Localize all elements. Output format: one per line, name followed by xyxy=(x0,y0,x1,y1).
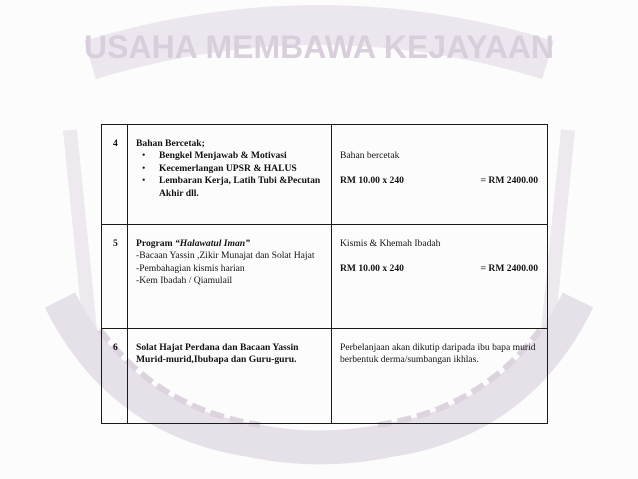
cost-cell xyxy=(332,225,548,329)
row-number-cell: 6 xyxy=(102,329,128,424)
item-cell xyxy=(128,329,332,424)
bullet-icon: • xyxy=(142,150,146,162)
table-row xyxy=(102,125,548,225)
row-number-cell: 5 xyxy=(102,225,128,329)
table-row xyxy=(102,329,548,424)
activity-cost-table xyxy=(101,124,548,424)
cost-label: Kismis & Khemah Ibadah xyxy=(340,238,441,249)
item-title: Bahan Bercetak; xyxy=(136,138,205,149)
cost-total: = RM 2400.00 xyxy=(480,263,538,275)
cost-cell xyxy=(332,125,548,225)
list-item: • Bengkel Menjawab & Motivasi xyxy=(142,150,287,162)
cost-cell xyxy=(332,329,548,424)
cost-calculation xyxy=(340,175,541,187)
item-cell xyxy=(128,225,332,329)
list-item: • Kecemerlangan UPSR & HALUS xyxy=(142,162,297,174)
cost-note: Perbelanjaan akan dikutip daripada ibu bapa murid berbentuk derma/sumbangan ikhlas. xyxy=(340,342,536,366)
item-line: -Pembahagian kismis harian xyxy=(136,262,245,274)
item-line: -Kem Ibadah / Qiamulail xyxy=(136,275,233,287)
item-text: Solat Hajat Perdana dan Bacaan Yassin Murid-murid,Ibubapa dan Guru-guru. xyxy=(136,342,299,366)
item-title: Program “Halawatul Iman” xyxy=(136,238,250,249)
cost-formula: RM 10.00 x 240 xyxy=(340,175,404,187)
item-cell xyxy=(128,125,332,225)
cost-calculation xyxy=(340,263,541,275)
cost-total: = RM 2400.00 xyxy=(480,175,538,187)
cost-label: Bahan bercetak xyxy=(340,150,400,161)
cost-formula: RM 10.00 x 240 xyxy=(340,263,404,275)
list-item: • Lembaran Kerja, Latih Tubi &Pecutan Akhir dll. xyxy=(142,175,321,199)
watermark-motto: USAHA MEMBAWA KEJAYAAN xyxy=(84,29,554,65)
bullet-icon: • xyxy=(142,175,146,187)
item-line: -Bacaan Yassin ,Zikir Munajat dan Solat Hajat xyxy=(136,250,315,262)
table-row xyxy=(102,225,548,329)
bullet-icon: • xyxy=(142,162,146,174)
row-number-cell: 4 xyxy=(102,125,128,225)
item-bullet-list xyxy=(136,150,325,200)
